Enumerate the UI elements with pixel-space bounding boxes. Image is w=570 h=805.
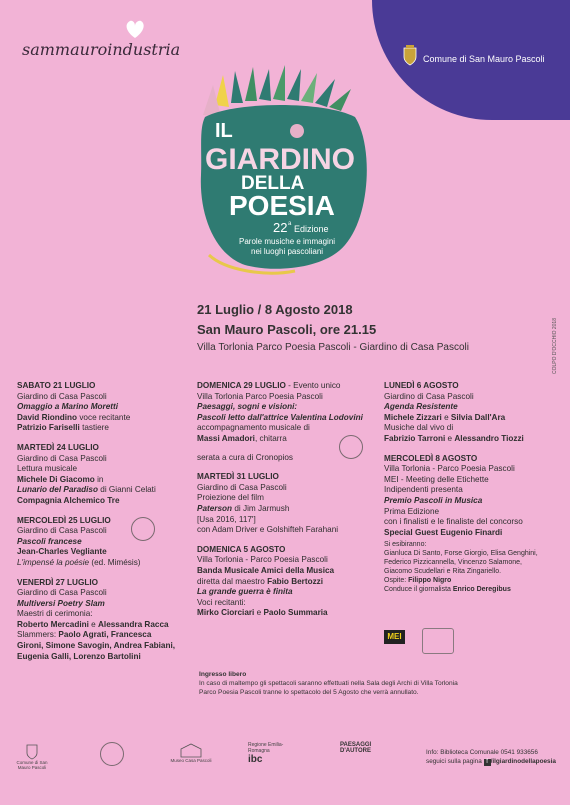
logo-tagline1: Parole musiche e immagini (239, 237, 336, 246)
seal-icon (131, 517, 155, 541)
event-block: MARTEDÌ 31 LUGLIO Giardino di Casa Pascoli Proiezione del film Paterson di Jim Jarmush [Usa 2016, 117'] con Adam Driver e Golshifteh Farahani (197, 472, 339, 535)
brand-flower-icon (122, 18, 148, 40)
stamp-icon (422, 628, 454, 654)
program-column-1 (17, 381, 192, 671)
seal-icon (100, 742, 124, 766)
event-block: MARTEDÌ 24 LUGLIO Giardino di Casa Pascoli Lettura musicale Michele Di Giacomo in Lunario del Paradiso di Gianni Celati Compagnia Alchemico Tre (17, 442, 156, 505)
seal-icon (339, 435, 363, 459)
event-place: San Mauro Pascoli, ore 21.15 (197, 322, 377, 337)
logo-line4: POESIA (229, 190, 335, 221)
entry-info: Ingresso libero In caso di maltempo gli spettacoli saranno effettuati nella Sala degli Archi di Villa Torlonia Parco Poesia Pascoli tranne lo spettacolo del 5 Agosto che verrà annullato. (199, 671, 458, 696)
logo-edition-num: 22 (273, 220, 288, 235)
facebook-icon: f (484, 759, 491, 766)
comune-crest-icon (402, 44, 418, 66)
logo-line1: IL (215, 120, 233, 142)
event-block: DOMENICA 29 LUGLIO - Evento unico Villa Torlonia Parco Poesia Pascoli Paesaggi, sogni e visioni: Pascoli letto dall'attrice Valentina Lodovini accompagnamento musicale di Massi Amadori, chitarra serata a cura di Cronopios (197, 381, 363, 462)
footer-logo-paesaggi[interactable]: PAESAGGI D'AUTORE (340, 742, 372, 754)
footer-logo-museo[interactable]: Museo Casa Pascoli (170, 742, 212, 763)
mei-logo: MEI (384, 630, 405, 644)
logo-line3: DELLA (241, 173, 305, 194)
footer-logo-seal[interactable] (100, 742, 124, 766)
program-column-2 (197, 381, 377, 628)
event-block: SABATO 21 LUGLIO Giardino di Casa Pascoli Omaggio a Marino Moretti David Riondino voce recitante Patrizio Fariselli tastiere (17, 381, 131, 433)
footer-info: Info: Biblioteca Comunale 0541 933656 seguici sulla pagina f /ilgiardinodellapoesia (426, 749, 556, 765)
logo-tagline2: nei luoghi pascoliani (251, 247, 324, 256)
logo-edition-word: Edizione (294, 224, 329, 234)
logo-line2: GIARDINO (205, 143, 355, 176)
festival-logo (195, 65, 370, 285)
event-dates: 21 Luglio / 8 Agosto 2018 (197, 302, 353, 317)
event-block: DOMENICA 5 AGOSTO Villa Torlonia - Parco Poesia Pascoli Banda Musicale Amici della Musica diretta dal maestro Fabio Bertozzi La grande guerra è finita Voci recitanti: Mirko Ciorciari e Paolo Summaria (197, 544, 335, 618)
comune-label: Comune di San Mauro Pascoli (423, 54, 545, 64)
program-column-3 (384, 381, 564, 603)
brand-logo[interactable]: sammauroindustria (22, 40, 180, 59)
footer-logo-comune[interactable]: Comune di San Mauro Pascoli (14, 742, 50, 770)
event-block: VENERDÌ 27 LUGLIO Giardino di Casa Pascoli Multiversi Poetry Slam Maestri di cerimonia: Roberto Mercadini e Alessandra Racca Slammers: Paolo Agrati, Francesca Gironi, Simone Savogin, Andrea Fabiani, Eugenia Galli, Lorenzo Bartolini (17, 577, 176, 661)
event-venue: Villa Torlonia Parco Poesia Pascoli - Giardino di Casa Pascoli (197, 342, 469, 353)
house-icon (179, 742, 203, 758)
facebook-page-link[interactable]: /ilgiardinodellapoesia (490, 758, 556, 765)
event-block: LUNEDÌ 6 AGOSTO Giardino di Casa Pascoli Agenda Resistente Michele Zizzari e Silvia Dall'Ara Musiche dal vivo di Fabrizio Tarroni e Alessandro Tiozzi (384, 381, 524, 443)
side-credit: COLPO D'OCCHIO 2018 (552, 318, 558, 374)
logo-edition-sup: a (288, 221, 292, 227)
event-block: MERCOLEDÌ 8 AGOSTO Villa Torlonia - Parco Poesia Pascoli MEI - Meeting delle Etichette Indipendenti presenta Premio Pascoli in Musica Prima Edizione con i finalisti e le finaliste del concorso Special Guest Eugenio Finardi Si esibiranno: Gianluca Di Santo, Forse Giorgio, Elisa Genghini, Federico Pizzicannella, Vincenzo Salamone, Giacomo Scudellari e Rita Zingariello. Ospite: Filippo Nigro Conduce il giornalista Enrico Deregibus (384, 453, 538, 594)
crest-icon (26, 742, 38, 760)
event-block: MERCOLEDÌ 25 LUGLIO Giardino di Casa Pascoli Pascoli francese Jean-Charles Vegliante L'impensé la poésie (ed. Mimésis) (17, 516, 192, 569)
footer-logo-regione[interactable]: Regione Emilia-Romagna ibc (248, 742, 284, 765)
